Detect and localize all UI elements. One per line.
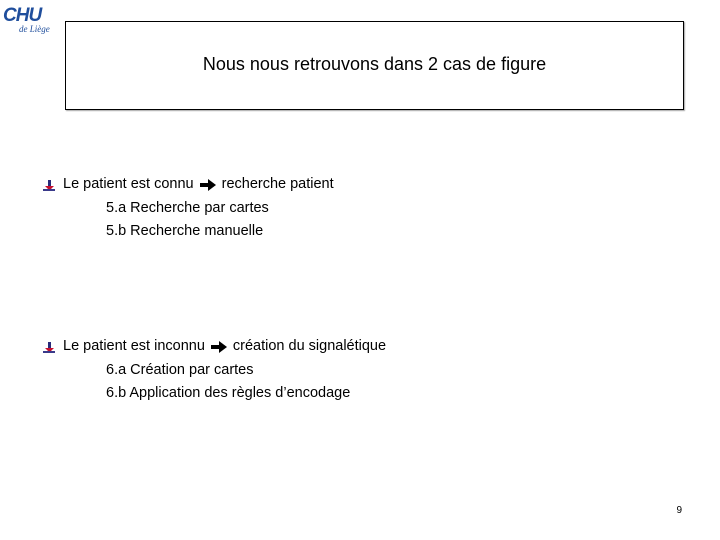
logo-mark: CHU — [3, 5, 42, 26]
case-lead: Le patient est connu — [63, 176, 194, 192]
case-unknown-patient — [42, 335, 386, 406]
bullet-line — [42, 335, 386, 359]
logo-subtitle: de Liège — [19, 24, 50, 34]
slide-title: Nous nous retrouvons dans 2 cas de figure — [202, 53, 547, 74]
sub-item-6b: 6.b Application des règles d’encodage — [106, 385, 351, 401]
sub-item-5a: 5.a Recherche par cartes — [106, 199, 269, 216]
case-result: création du signalétique — [232, 338, 387, 354]
sub-item-5b: 5.b Recherche manuelle — [106, 223, 264, 239]
title-box — [65, 21, 684, 110]
bullet-icon — [42, 340, 56, 354]
case-result: recherche patient — [221, 176, 334, 192]
page-number: 9 — [676, 505, 682, 516]
chu-logo-icon — [2, 2, 64, 36]
right-arrow-icon — [211, 341, 227, 353]
bullet-icon — [42, 178, 56, 192]
right-arrow-icon — [200, 179, 216, 191]
chu-liege-logo — [2, 2, 64, 36]
case-lead: Le patient est inconnu — [63, 338, 205, 354]
sub-item-6a: 6.a Création par cartes — [106, 361, 254, 378]
bullet-line — [42, 173, 334, 197]
case-known-patient — [42, 173, 334, 244]
